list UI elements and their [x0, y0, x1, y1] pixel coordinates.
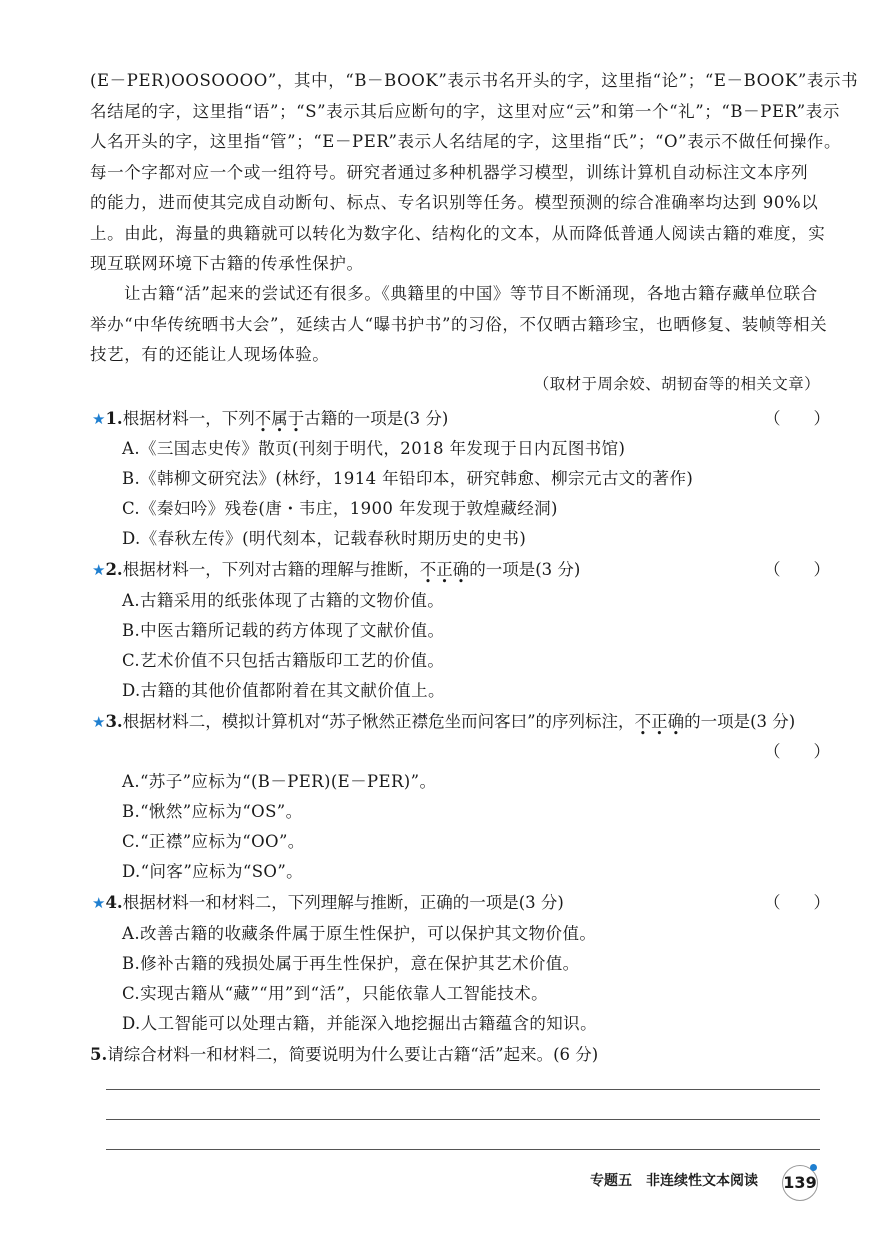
question-5 — [90, 1041, 818, 1065]
answer-line-2[interactable] — [106, 1119, 820, 1120]
question-4 — [92, 889, 820, 913]
footer-title: 非连续性文本阅读 — [646, 1173, 758, 1189]
option-a: A.《三国志史传》散页(刊刻于明代，2018 年发现于日内瓦图书馆) — [122, 439, 626, 458]
option-b: B.中医古籍所记载的药方体现了文献价值。 — [122, 621, 445, 640]
option-d: D.《春秋左传》(明代刻本，记载春秋时期历史的史书) — [122, 529, 527, 548]
option-b: B.“愀然”应标为“OS”。 — [122, 802, 303, 821]
question-stem-end: 的一项是(3 分) — [469, 560, 581, 579]
option-c: C.实现古籍从“藏”“用”到“活”，只能依靠人工智能技术。 — [122, 984, 548, 1003]
answer-blank[interactable]: （ ） — [764, 560, 830, 579]
star-icon: ★ — [92, 894, 106, 912]
emphasis-char: 属 — [271, 409, 288, 428]
question-stem: 请综合材料一和材料二，简要说明为什么要让古籍“活”起来。(6 分) — [107, 1045, 599, 1064]
question-stem: 根据材料一，下列 — [122, 409, 255, 428]
star-icon: ★ — [92, 410, 106, 428]
option-b: B.《韩柳文研究法》(林纾，1914 年铅印本，研究韩愈、柳宗元古文的著作) — [122, 469, 694, 488]
emphasis-char: 正 — [436, 560, 453, 579]
passage-line: (E－PER)OOSOOOO”，其中，“B－BOOK”表示书名开头的字，这里指“论”；“E－BOOK”表示书 — [90, 71, 859, 90]
passage-line: 让古籍“活”起来的尝试还有很多。《典籍里的中国》等节目不断涌现，各地古籍存藏单位联合 — [124, 284, 818, 303]
option-a: A.“苏子”应标为“(B－PER)(E－PER)”。 — [122, 772, 437, 791]
passage-paragraph-1 — [90, 66, 859, 280]
question-stem: 根据材料一，下列对古籍的理解与推断， — [122, 560, 420, 579]
star-icon: ★ — [92, 561, 106, 579]
passage-line: 名结尾的字，这里指“语”；“S”表示其后应断句的字，这里对应“云”和第一个“礼”；“B－PER”表示 — [90, 101, 840, 121]
emphasis-char: 不 — [634, 712, 652, 731]
emphasis-char: 确 — [667, 712, 685, 731]
source-citation: （取材于周余姣、胡韧奋等的相关文章） — [533, 375, 820, 393]
option-d: D.“问客”应标为“SO”。 — [122, 862, 304, 881]
answer-blank[interactable]: （ ） — [764, 893, 830, 912]
option-d: D.人工智能可以处理古籍，并能深入地挖掘出古籍蕴含的知识。 — [122, 1014, 597, 1033]
footer-topic: 专题五 — [590, 1173, 632, 1189]
question-number: 3. — [105, 712, 123, 731]
passage-line: 举办“中华传统晒书大会”，延续古人“曝书护书”的习俗，不仅晒古籍珍宝，也晒修复、装帧等相关 — [90, 314, 828, 334]
option-c: C.艺术价值不只包括古籍版印工艺的价值。 — [122, 651, 445, 670]
question-stem: 根据材料二，模拟计算机对“苏子愀然正襟危坐而问客曰”的序列标注， — [122, 712, 635, 731]
question-number: 4. — [105, 893, 123, 912]
question-stem-end: 的一项是(3 分) — [684, 712, 796, 731]
page-number: 139 — [782, 1165, 818, 1201]
option-a: A.古籍采用的纸张体现了古籍的文物价值。 — [122, 591, 445, 610]
passage-line: 技艺，有的还能让人现场体验。 — [90, 345, 330, 364]
emphasis-char: 正 — [651, 712, 668, 731]
answer-blank[interactable]: （ ） — [764, 409, 830, 428]
passage-line: 现互联网环境下古籍的传承性保护。 — [90, 254, 364, 273]
passage-line: 的能力，进而使其完成自动断句、标点、专名识别等任务。模型预测的综合准确率均达到 90%以 — [90, 193, 819, 212]
passage-line: 每一个字都对应一个或一组符号。研究者通过多种机器学习模型，训练计算机自动标注文本序列 — [90, 162, 809, 182]
star-icon: ★ — [92, 713, 106, 731]
page-footer — [590, 1170, 758, 1190]
question-2 — [92, 556, 820, 580]
question-stem: 根据材料一和材料二，下列理解与推断，正确的一项是(3 分) — [122, 893, 564, 912]
option-b: B.修补古籍的残损处属于再生性保护，意在保护其艺术价值。 — [122, 954, 580, 973]
question-1 — [92, 405, 820, 429]
emphasis-char: 确 — [452, 560, 470, 579]
passage-line: 上。由此，海量的典籍就可以转化为数字化、结构化的文本，从而降低普通人阅读古籍的难度，实 — [90, 223, 826, 243]
answer-line-3[interactable] — [106, 1149, 820, 1150]
emphasis-char: 于 — [287, 409, 305, 428]
passage-paragraph-2 — [90, 279, 828, 371]
answer-blank[interactable]: （ ） — [764, 742, 830, 761]
question-number: 2. — [105, 560, 123, 579]
page-number-dot-icon — [810, 1164, 817, 1171]
question-3 — [92, 708, 820, 732]
option-d: D.古籍的其他价值都附着在其文献价值上。 — [122, 681, 445, 700]
question-stem-end: 古籍的一项是(3 分) — [304, 409, 449, 428]
option-c: C.《秦妇吟》残卷(唐・韦庄，1900 年发现于敦煌藏经洞) — [122, 499, 558, 518]
emphasis-char: 不 — [254, 409, 272, 428]
option-c: C.“正襟”应标为“OO”。 — [122, 832, 305, 851]
question-number: 5. — [90, 1045, 108, 1064]
emphasis-char: 不 — [419, 560, 437, 579]
answer-line-1[interactable] — [106, 1089, 820, 1090]
passage-line: 人名开头的字，这里指“管”；“E－PER”表示人名结尾的字，这里指“氏”；“O”表示不做任何操作。 — [90, 132, 842, 151]
option-a: A.改善古籍的收藏条件属于原生性保护，可以保护其文物价值。 — [122, 924, 597, 943]
question-number: 1. — [105, 409, 123, 428]
